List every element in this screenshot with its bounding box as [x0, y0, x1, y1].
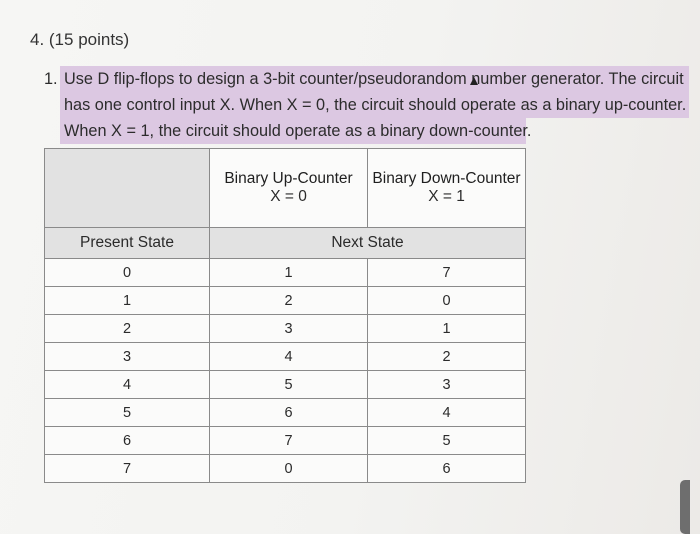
present-state-cell: 3 — [45, 343, 210, 371]
scrollbar-handle[interactable] — [680, 480, 690, 534]
present-state-cell: 4 — [45, 371, 210, 399]
up-state-cell: 2 — [210, 287, 368, 315]
question-line-3: When X = 1, the circuit should operate as a binary down-counter. — [60, 118, 526, 144]
up-state-cell: 5 — [210, 371, 368, 399]
down-state-cell: 7 — [368, 259, 526, 287]
present-state-cell: 5 — [45, 399, 210, 427]
down-counter-condition: X = 1 — [428, 188, 465, 205]
question-number: 4. (15 points) — [30, 30, 130, 49]
state-table — [44, 148, 526, 483]
up-state-cell: 4 — [210, 343, 368, 371]
table-row — [45, 399, 526, 427]
up-counter-condition: X = 0 — [270, 188, 307, 205]
down-state-cell: 4 — [368, 399, 526, 427]
up-state-cell: 1 — [210, 259, 368, 287]
table-header-row — [45, 149, 526, 228]
state-rows — [45, 259, 526, 483]
table-row — [45, 315, 526, 343]
empty-header-cell — [45, 149, 210, 228]
table-row — [45, 371, 526, 399]
question-line-1: Use D flip-flops to design a 3-bit counter/pseudorandom number generator. The circuit — [60, 66, 689, 92]
down-state-cell: 6 — [368, 455, 526, 483]
table-row — [45, 343, 526, 371]
cursor-icon — [470, 77, 478, 85]
down-state-cell: 1 — [368, 315, 526, 343]
down-counter-title: Binary Down-Counter — [372, 170, 521, 187]
present-state-cell: 1 — [45, 287, 210, 315]
table-row — [45, 287, 526, 315]
table-row — [45, 455, 526, 483]
present-state-cell: 7 — [45, 455, 210, 483]
down-state-cell: 2 — [368, 343, 526, 371]
table-row — [45, 427, 526, 455]
up-state-cell: 7 — [210, 427, 368, 455]
down-state-cell: 3 — [368, 371, 526, 399]
present-state-cell: 2 — [45, 315, 210, 343]
table-row — [45, 259, 526, 287]
up-state-cell: 6 — [210, 399, 368, 427]
down-state-cell: 0 — [368, 287, 526, 315]
next-state-header: Next State — [210, 228, 526, 259]
up-state-cell: 0 — [210, 455, 368, 483]
up-state-cell: 3 — [210, 315, 368, 343]
table-subheader-row — [45, 228, 526, 259]
up-counter-title: Binary Up-Counter — [224, 170, 353, 187]
down-counter-header — [368, 149, 526, 228]
present-state-header: Present State — [45, 228, 210, 259]
present-state-cell: 0 — [45, 259, 210, 287]
down-state-cell: 5 — [368, 427, 526, 455]
present-state-cell: 6 — [45, 427, 210, 455]
question-line-2: has one control input X. When X = 0, the circuit should operate as a binary up-counter. — [60, 92, 689, 118]
up-counter-header — [210, 149, 368, 228]
sub-question-number: 1. — [44, 70, 58, 88]
